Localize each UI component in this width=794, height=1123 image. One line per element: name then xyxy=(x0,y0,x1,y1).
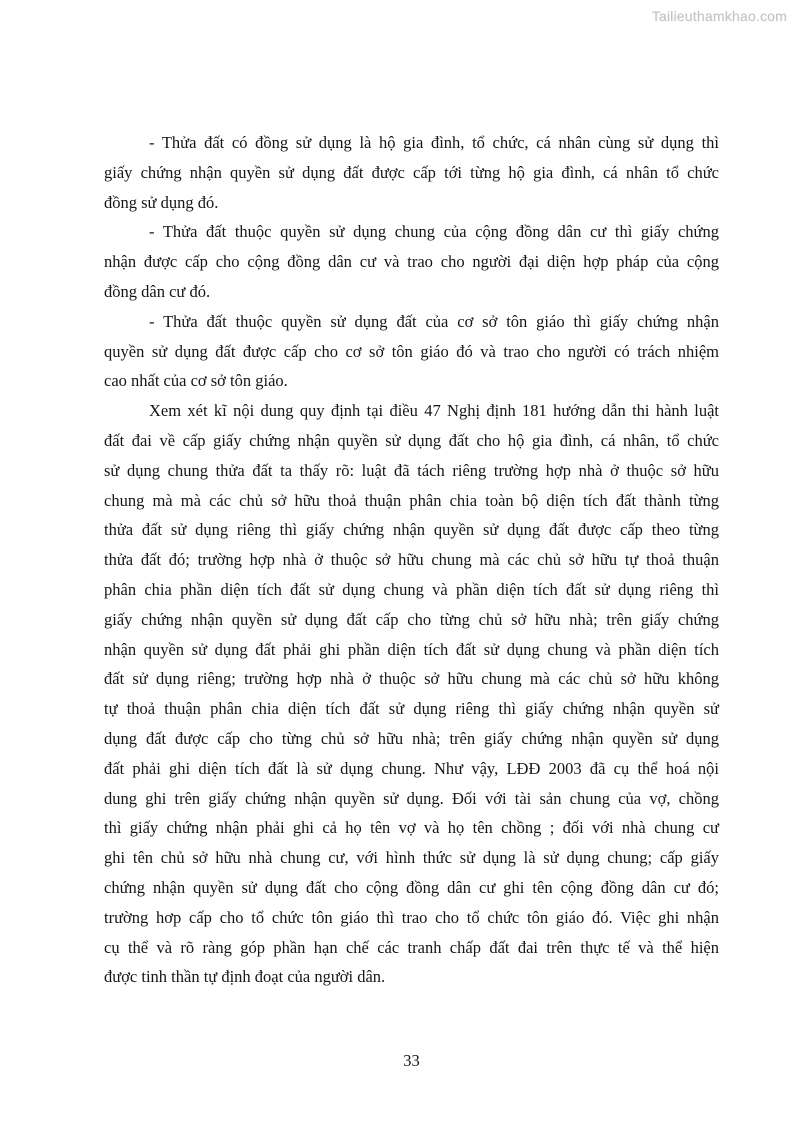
paragraph xyxy=(104,128,719,217)
page-number: 33 xyxy=(403,1051,420,1070)
text-line: giấy chứng nhận quyền sử dụng đất cấp cho từng chủ sở hữu nhà; trên giấy chứng xyxy=(104,609,719,629)
text-line: được tinh thần tự định đoạt của người dân. xyxy=(104,967,386,987)
text-line: giấy chứng nhận quyền sử dụng đất được cấp tới từng hộ gia đình, cá nhân tổ chức xyxy=(104,162,719,182)
text-line: cụ thể và rõ ràng góp phần hạn chế các tranh chấp đất đai trên thực tế và thể hiện xyxy=(104,937,719,957)
text-line: nhận được cấp cho cộng đồng dân cư và trao cho người đại diện hợp pháp của cộng xyxy=(104,252,719,272)
text-line: - Thửa đất thuộc quyền sử dụng chung của cộng đồng dân cư thì giấy chứng xyxy=(149,222,719,242)
text-line: dụng đất được cấp cho từng chủ sở hữu nhà; trên giấy chứng nhận quyền sử dụng xyxy=(104,728,719,748)
text-line: thửa đất đó; trường hợp nhà ở thuộc sở hữu chung mà các chủ sở hữu tự thoả thuận xyxy=(104,550,719,570)
text-line: nhận quyền sử dụng đất phải ghi phần diện tích đất sử dụng chung và phần diện tích xyxy=(104,639,719,659)
text-line: cao nhất của cơ sở tôn giáo. xyxy=(104,371,288,391)
text-line: phân chia phần diện tích đất sử dụng chung và phần diện tích đất sử dụng riêng thì xyxy=(104,579,719,599)
paragraph xyxy=(104,396,719,992)
paragraph xyxy=(104,307,719,396)
text-line: tự thoả thuận phân chia diện tích đất sử dụng riêng thì giấy chứng nhận quyền sử xyxy=(104,699,719,719)
text-line: sử dụng chung thửa đất ta thấy rõ: luật đã tách riêng trường hợp nhà ở thuộc sở hữu xyxy=(104,460,719,480)
text-line: dung ghi trên giấy chứng nhận quyền sử dụng. Đối với tài sản chung của vợ, chồng xyxy=(104,788,719,808)
text-line: chứng nhận quyền sử dụng đất cho cộng đồng dân cư ghi tên cộng đồng dân cư đó; xyxy=(104,877,719,897)
document-body xyxy=(104,128,719,992)
paragraph xyxy=(104,217,719,306)
text-line: Xem xét kĩ nội dung quy định tại điều 47 Nghị định 181 hướng dẫn thi hành luật xyxy=(149,401,719,421)
text-line: - Thửa đất thuộc quyền sử dụng đất của cơ sở tôn giáo thì giấy chứng nhận xyxy=(149,311,719,331)
text-line: trường hơp cấp cho tổ chức tôn giáo thì trao cho tổ chức tôn giáo đó. Việc ghi nhận xyxy=(104,907,719,927)
text-line: - Thửa đất có đồng sử dụng là hộ gia đình, tổ chức, cá nhân cùng sử dụng thì xyxy=(149,133,719,152)
text-line: thửa đất sử dụng riêng thì giấy chứng nhận quyền sử dụng đất được cấp theo từng xyxy=(104,520,719,540)
text-line: đồng sử dụng đó. xyxy=(104,192,219,212)
text-line: đất đai về cấp giấy chứng nhận quyền sử dụng đất cho hộ gia đình, cá nhân, tổ chức xyxy=(104,430,719,450)
watermark-text: Tailieuthamkhao.com xyxy=(651,8,787,24)
text-line: quyền sử dụng đất được cấp cho cơ sở tôn giáo đó và trao cho người có trách nhiệm xyxy=(104,341,719,361)
text-line: ghi tên chủ sở hữu nhà chung cư, với hình thức sử dụng là sử dụng chung; cấp giấy xyxy=(104,848,719,868)
text-line: thì giấy chứng nhận phải ghi cả họ tên vợ và họ tên chồng ; đối với nhà chung cư xyxy=(104,818,719,838)
text-line: đất sử dụng riêng; trường hợp nhà ở thuộc sở hữu chung mà các chủ sở hữu không xyxy=(104,669,719,689)
text-line: chung mà mà các chủ sở hữu thoả thuận phân chia toàn bộ diện tích đất thành từng xyxy=(104,490,719,510)
text-line: đất phải ghi diện tích đất là sử dụng chung. Như vậy, LĐĐ 2003 đã cụ thể hoá nội xyxy=(104,758,719,778)
text-line: đồng dân cư đó. xyxy=(104,281,211,301)
